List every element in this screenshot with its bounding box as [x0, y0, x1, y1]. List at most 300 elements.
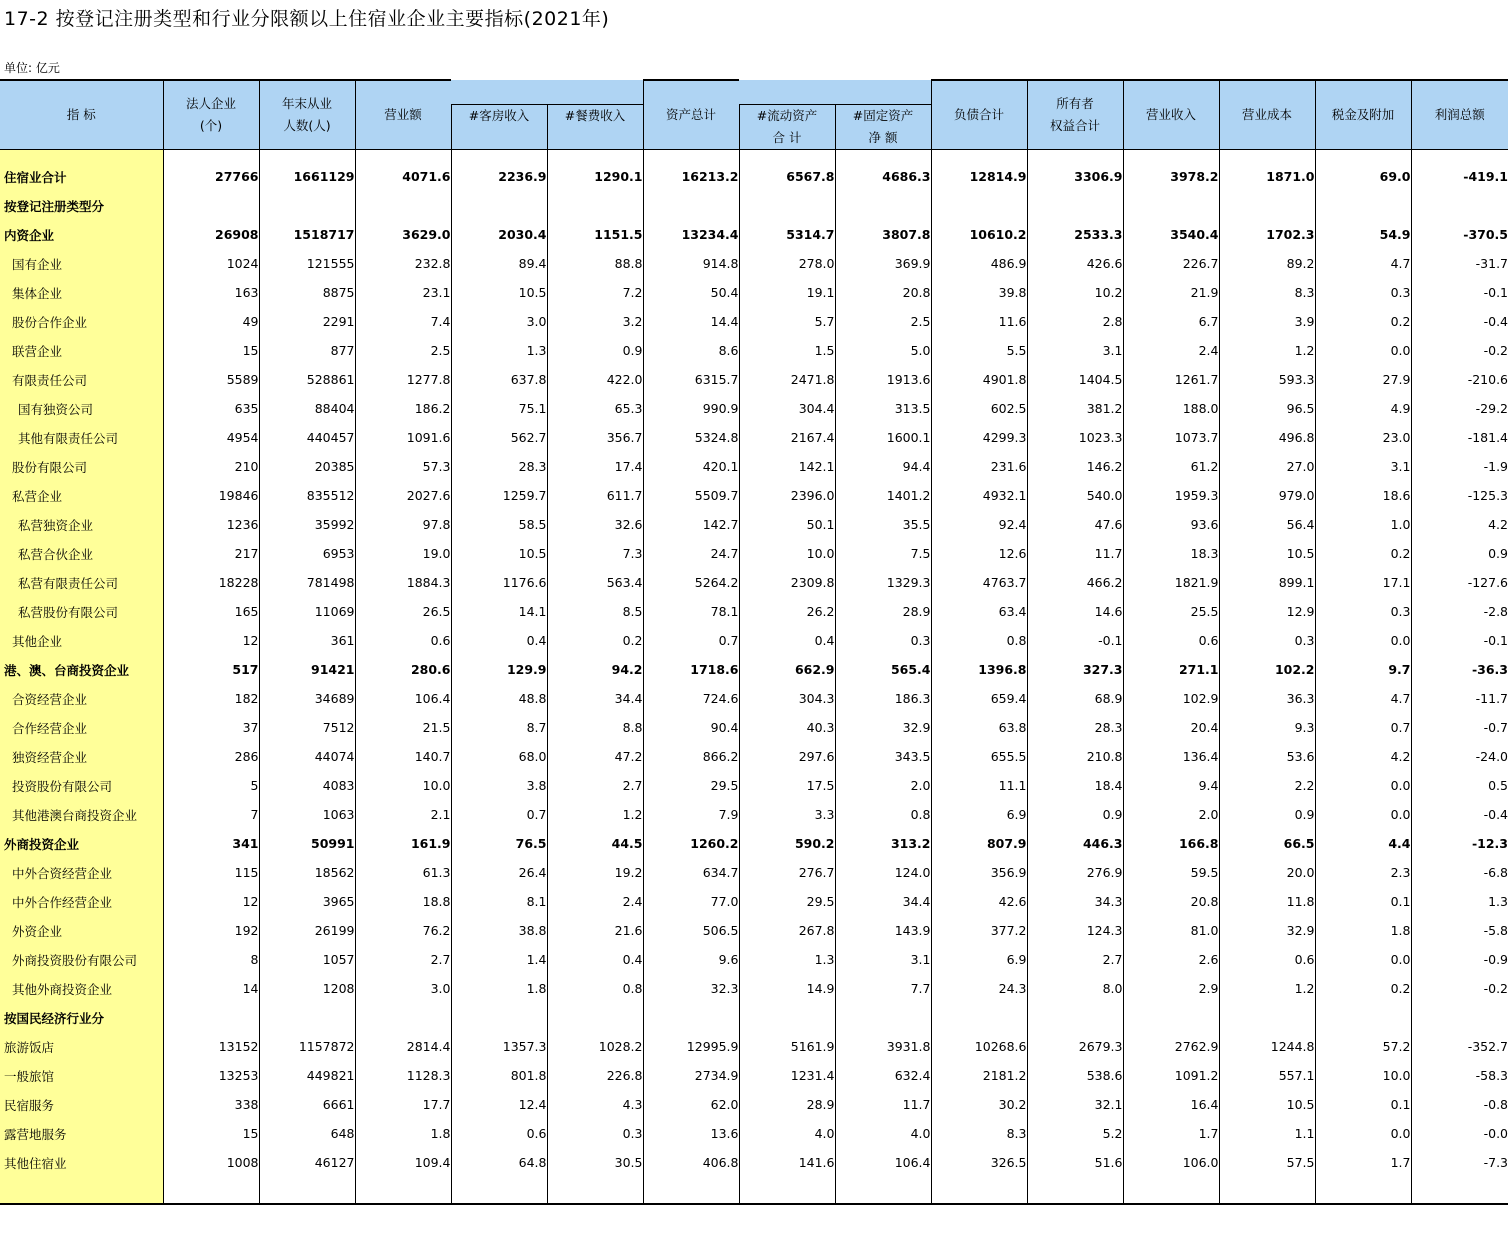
value-cell: 3.1: [1027, 336, 1123, 365]
value-cell: 1.8: [1315, 916, 1411, 945]
value-cell: 26.5: [355, 597, 451, 626]
row-label: 有限责任公司: [0, 365, 163, 394]
value-cell: 4.7: [1315, 684, 1411, 713]
value-cell: [1219, 191, 1315, 220]
value-cell: 54.9: [1315, 220, 1411, 249]
value-cell: 3.2: [547, 307, 643, 336]
row-label: 其他企业: [0, 626, 163, 655]
value-cell: 34689: [259, 684, 355, 713]
value-cell: 51.6: [1027, 1148, 1123, 1177]
value-cell: 1.7: [1315, 1148, 1411, 1177]
value-cell: 1718.6: [643, 655, 739, 684]
value-cell: 593.3: [1219, 365, 1315, 394]
spacer-cell: [1123, 150, 1219, 163]
table-row: [0, 742, 1508, 771]
value-cell: 68.0: [451, 742, 547, 771]
value-cell: 3.8: [451, 771, 547, 800]
value-cell: 142.1: [739, 452, 835, 481]
value-cell: 3931.8: [835, 1032, 931, 1061]
value-cell: 12: [163, 887, 259, 916]
value-cell: 1024: [163, 249, 259, 278]
value-cell: 3.1: [835, 945, 931, 974]
value-cell: 1357.3: [451, 1032, 547, 1061]
row-label: 港、澳、台商投资企业: [0, 655, 163, 684]
value-cell: 6661: [259, 1090, 355, 1119]
table-row: [0, 220, 1508, 249]
value-cell: 3978.2: [1123, 162, 1219, 191]
value-cell: 338: [163, 1090, 259, 1119]
row-label: 股份有限公司: [0, 452, 163, 481]
value-cell: 13152: [163, 1032, 259, 1061]
value-cell: -31.7: [1411, 249, 1508, 278]
spacer-cell: [1411, 150, 1508, 163]
value-cell: 19846: [163, 481, 259, 510]
value-cell: 226.8: [547, 1061, 643, 1090]
value-cell: 979.0: [1219, 481, 1315, 510]
value-cell: 659.4: [931, 684, 1027, 713]
value-cell: 48.8: [451, 684, 547, 713]
value-cell: 420.1: [643, 452, 739, 481]
value-cell: 15: [163, 1119, 259, 1148]
value-cell: 341: [163, 829, 259, 858]
table-row: [0, 800, 1508, 829]
value-cell: 5.2: [1027, 1119, 1123, 1148]
row-label: 集体企业: [0, 278, 163, 307]
row-label: 私营股份有限公司: [0, 597, 163, 626]
value-cell: [451, 1003, 547, 1032]
value-cell: 1236: [163, 510, 259, 539]
header-profit: 利润总额: [1411, 80, 1508, 150]
value-cell: 10.0: [355, 771, 451, 800]
value-cell: 0.9: [1027, 800, 1123, 829]
value-cell: 1821.9: [1123, 568, 1219, 597]
value-cell: 562.7: [451, 423, 547, 452]
value-cell: 46127: [259, 1148, 355, 1177]
spacer-cell: [835, 1177, 931, 1204]
value-cell: 4686.3: [835, 162, 931, 191]
spacer-row: [0, 1177, 1508, 1204]
value-cell: 8: [163, 945, 259, 974]
value-cell: 0.4: [547, 945, 643, 974]
row-label: 外商投资股份有限公司: [0, 945, 163, 974]
value-cell: 37: [163, 713, 259, 742]
table-row: [0, 162, 1508, 191]
value-cell: 36.3: [1219, 684, 1315, 713]
spacer-cell: [547, 1177, 643, 1204]
value-cell: 4.3: [547, 1090, 643, 1119]
value-cell: 276.9: [1027, 858, 1123, 887]
value-cell: 343.5: [835, 742, 931, 771]
table-row: [0, 713, 1508, 742]
header-tax: 税金及附加: [1315, 80, 1411, 150]
spacer-cell: [1315, 150, 1411, 163]
value-cell: 32.9: [835, 713, 931, 742]
value-cell: 34.4: [547, 684, 643, 713]
row-label: 按登记注册类型分: [0, 191, 163, 220]
value-cell: -0.1: [1027, 626, 1123, 655]
value-cell: 186.2: [355, 394, 451, 423]
value-cell: 648: [259, 1119, 355, 1148]
value-cell: -11.7: [1411, 684, 1508, 713]
value-cell: 4954: [163, 423, 259, 452]
value-cell: 313.2: [835, 829, 931, 858]
spacer-cell: [835, 150, 931, 163]
table-row: [0, 365, 1508, 394]
value-cell: 57.5: [1219, 1148, 1315, 1177]
value-cell: 136.4: [1123, 742, 1219, 771]
value-cell: 0.3: [1315, 278, 1411, 307]
value-cell: 1871.0: [1219, 162, 1315, 191]
value-cell: 5.0: [835, 336, 931, 365]
value-cell: 50991: [259, 829, 355, 858]
value-cell: 2.1: [355, 800, 451, 829]
value-cell: 637.8: [451, 365, 547, 394]
table-row: [0, 394, 1508, 423]
value-cell: 1028.2: [547, 1032, 643, 1061]
table-body: [0, 150, 1508, 1205]
value-cell: 92.4: [931, 510, 1027, 539]
value-cell: 58.5: [451, 510, 547, 539]
value-cell: 93.6: [1123, 510, 1219, 539]
value-cell: 8.6: [643, 336, 739, 365]
row-label: 国有企业: [0, 249, 163, 278]
value-cell: 914.8: [643, 249, 739, 278]
value-cell: 40.3: [739, 713, 835, 742]
value-cell: 5314.7: [739, 220, 835, 249]
value-cell: -125.3: [1411, 481, 1508, 510]
table-row: [0, 1003, 1508, 1032]
value-cell: 210.8: [1027, 742, 1123, 771]
header-current-assets: #流动资产 合 计: [739, 105, 835, 150]
value-cell: 2.3: [1315, 858, 1411, 887]
value-cell: 2027.6: [355, 481, 451, 510]
value-cell: 11.6: [931, 307, 1027, 336]
value-cell: 2.9: [1123, 974, 1219, 1003]
value-cell: [739, 1003, 835, 1032]
value-cell: 528861: [259, 365, 355, 394]
value-cell: 781498: [259, 568, 355, 597]
value-cell: 0.5: [1411, 771, 1508, 800]
value-cell: 0.1: [1315, 887, 1411, 916]
table-row: [0, 1061, 1508, 1090]
value-cell: 30.5: [547, 1148, 643, 1177]
value-cell: 12814.9: [931, 162, 1027, 191]
value-cell: 210: [163, 452, 259, 481]
value-cell: 44.5: [547, 829, 643, 858]
row-label: 一般旅馆: [0, 1061, 163, 1090]
value-cell: 5264.2: [643, 568, 739, 597]
value-cell: 1091.6: [355, 423, 451, 452]
value-cell: 2814.4: [355, 1032, 451, 1061]
value-cell: 49: [163, 307, 259, 336]
table-row: [0, 1032, 1508, 1061]
value-cell: 186.3: [835, 684, 931, 713]
row-label: 住宿业合计: [0, 162, 163, 191]
value-cell: 63.8: [931, 713, 1027, 742]
value-cell: 422.0: [547, 365, 643, 394]
value-cell: 8.7: [451, 713, 547, 742]
value-cell: 188.0: [1123, 394, 1219, 423]
value-cell: 9.7: [1315, 655, 1411, 684]
value-cell: 1231.4: [739, 1061, 835, 1090]
value-cell: 10.0: [739, 539, 835, 568]
value-cell: -2.8: [1411, 597, 1508, 626]
value-cell: [1123, 1003, 1219, 1032]
value-cell: 2167.4: [739, 423, 835, 452]
value-cell: 19.1: [739, 278, 835, 307]
value-cell: 10.2: [1027, 278, 1123, 307]
value-cell: 1128.3: [355, 1061, 451, 1090]
value-cell: 0.0: [1315, 771, 1411, 800]
row-label: 国有独资公司: [0, 394, 163, 423]
value-cell: 21.5: [355, 713, 451, 742]
table-row: [0, 249, 1508, 278]
value-cell: [835, 1003, 931, 1032]
value-cell: [355, 1003, 451, 1032]
value-cell: 68.9: [1027, 684, 1123, 713]
value-cell: 5161.9: [739, 1032, 835, 1061]
value-cell: -127.6: [1411, 568, 1508, 597]
value-cell: 4083: [259, 771, 355, 800]
value-cell: 611.7: [547, 481, 643, 510]
spacer-cell: [1411, 1177, 1508, 1204]
value-cell: 3629.0: [355, 220, 451, 249]
value-cell: 1.2: [547, 800, 643, 829]
value-cell: 161.9: [355, 829, 451, 858]
row-label: 中外合资经营企业: [0, 858, 163, 887]
value-cell: 1329.3: [835, 568, 931, 597]
value-cell: 29.5: [739, 887, 835, 916]
value-cell: 18.4: [1027, 771, 1123, 800]
table-row: [0, 1090, 1508, 1119]
value-cell: 4299.3: [931, 423, 1027, 452]
value-cell: -24.0: [1411, 742, 1508, 771]
spacer-cell: [931, 1177, 1027, 1204]
value-cell: 89.4: [451, 249, 547, 278]
value-cell: 557.1: [1219, 1061, 1315, 1090]
row-label: 其他外商投资企业: [0, 974, 163, 1003]
row-label: 内资企业: [0, 220, 163, 249]
value-cell: 13.6: [643, 1119, 739, 1148]
value-cell: 14.9: [739, 974, 835, 1003]
value-cell: 11.7: [835, 1090, 931, 1119]
value-cell: 34.4: [835, 887, 931, 916]
value-cell: 102.2: [1219, 655, 1315, 684]
value-cell: 0.2: [1315, 974, 1411, 1003]
value-cell: 129.9: [451, 655, 547, 684]
table-row: [0, 626, 1508, 655]
value-cell: 8.3: [1219, 278, 1315, 307]
value-cell: 62.0: [643, 1090, 739, 1119]
value-cell: -0.2: [1411, 336, 1508, 365]
value-cell: 1401.2: [835, 481, 931, 510]
value-cell: 1.2: [1219, 974, 1315, 1003]
value-cell: 1244.8: [1219, 1032, 1315, 1061]
value-cell: 21.9: [1123, 278, 1219, 307]
value-cell: -370.5: [1411, 220, 1508, 249]
value-cell: 2309.8: [739, 568, 835, 597]
value-cell: 5.7: [739, 307, 835, 336]
value-cell: 4.7: [1315, 249, 1411, 278]
spacer-cell: [931, 150, 1027, 163]
value-cell: 267.8: [739, 916, 835, 945]
value-cell: 0.9: [1411, 539, 1508, 568]
value-cell: 356.7: [547, 423, 643, 452]
value-cell: 124.0: [835, 858, 931, 887]
value-cell: 0.2: [547, 626, 643, 655]
value-cell: [1027, 1003, 1123, 1032]
value-cell: 76.5: [451, 829, 547, 858]
value-cell: [547, 191, 643, 220]
value-cell: [835, 191, 931, 220]
value-cell: 66.5: [1219, 829, 1315, 858]
value-cell: 19.0: [355, 539, 451, 568]
value-cell: [259, 191, 355, 220]
value-cell: 0.2: [1315, 539, 1411, 568]
table-row: [0, 945, 1508, 974]
value-cell: 1290.1: [547, 162, 643, 191]
table-row: [0, 1119, 1508, 1148]
value-cell: 90.4: [643, 713, 739, 742]
value-cell: 486.9: [931, 249, 1027, 278]
value-cell: 2181.2: [931, 1061, 1027, 1090]
row-label: 独资经营企业: [0, 742, 163, 771]
value-cell: 2396.0: [739, 481, 835, 510]
value-cell: 278.0: [739, 249, 835, 278]
value-cell: 426.6: [1027, 249, 1123, 278]
spacer-cell: [739, 1177, 835, 1204]
value-cell: 18.3: [1123, 539, 1219, 568]
value-cell: 1259.7: [451, 481, 547, 510]
value-cell: [1219, 1003, 1315, 1032]
spacer-cell: [643, 150, 739, 163]
statistics-table: [0, 79, 1508, 1205]
value-cell: 2236.9: [451, 162, 547, 191]
value-cell: 102.9: [1123, 684, 1219, 713]
value-cell: 3540.4: [1123, 220, 1219, 249]
value-cell: 0.4: [451, 626, 547, 655]
value-cell: 226.7: [1123, 249, 1219, 278]
value-cell: 1057: [259, 945, 355, 974]
value-cell: 0.7: [1315, 713, 1411, 742]
value-cell: 4071.6: [355, 162, 451, 191]
table-row: [0, 481, 1508, 510]
value-cell: 2.7: [547, 771, 643, 800]
value-cell: 590.2: [739, 829, 835, 858]
row-label: 其他住宿业: [0, 1148, 163, 1177]
value-cell: 449821: [259, 1061, 355, 1090]
value-cell: 11.8: [1219, 887, 1315, 916]
value-cell: 0.0: [1315, 1119, 1411, 1148]
value-cell: 2.7: [355, 945, 451, 974]
value-cell: 2.0: [835, 771, 931, 800]
row-label: 其他港澳台商投资企业: [0, 800, 163, 829]
row-label: 外商投资企业: [0, 829, 163, 858]
value-cell: 2.7: [1027, 945, 1123, 974]
row-label: 外资企业: [0, 916, 163, 945]
value-cell: 115: [163, 858, 259, 887]
value-cell: 1884.3: [355, 568, 451, 597]
value-cell: 142.7: [643, 510, 739, 539]
value-cell: 88.8: [547, 249, 643, 278]
value-cell: -0.4: [1411, 307, 1508, 336]
value-cell: 6.9: [931, 800, 1027, 829]
value-cell: 26908: [163, 220, 259, 249]
value-cell: 2533.3: [1027, 220, 1123, 249]
value-cell: 369.9: [835, 249, 931, 278]
row-label: 露营地服务: [0, 1119, 163, 1148]
value-cell: 34.3: [1027, 887, 1123, 916]
header-revenue-group: [451, 80, 643, 105]
row-label: 投资股份有限公司: [0, 771, 163, 800]
value-cell: 10.5: [451, 278, 547, 307]
value-cell: 899.1: [1219, 568, 1315, 597]
value-cell: 76.2: [355, 916, 451, 945]
value-cell: 1176.6: [451, 568, 547, 597]
value-cell: 23.0: [1315, 423, 1411, 452]
value-cell: 7.9: [643, 800, 739, 829]
spacer-cell: [451, 1177, 547, 1204]
value-cell: 538.6: [1027, 1061, 1123, 1090]
value-cell: 634.7: [643, 858, 739, 887]
spacer-cell: [355, 1177, 451, 1204]
value-cell: 440457: [259, 423, 355, 452]
value-cell: 17.5: [739, 771, 835, 800]
value-cell: 2030.4: [451, 220, 547, 249]
value-cell: 29.5: [643, 771, 739, 800]
row-label: 股份合作企业: [0, 307, 163, 336]
value-cell: 0.8: [835, 800, 931, 829]
value-cell: 10268.6: [931, 1032, 1027, 1061]
row-label: 其他有限责任公司: [0, 423, 163, 452]
value-cell: 801.8: [451, 1061, 547, 1090]
table-row: [0, 191, 1508, 220]
value-cell: 2734.9: [643, 1061, 739, 1090]
value-cell: 4.0: [739, 1119, 835, 1148]
header-operating-cost: 营业成本: [1219, 80, 1315, 150]
row-label: 私营有限责任公司: [0, 568, 163, 597]
value-cell: 506.5: [643, 916, 739, 945]
value-cell: 20385: [259, 452, 355, 481]
value-cell: 106.4: [835, 1148, 931, 1177]
value-cell: 2.0: [1123, 800, 1219, 829]
value-cell: 39.8: [931, 278, 1027, 307]
value-cell: 0.6: [451, 1119, 547, 1148]
table-row: [0, 916, 1508, 945]
value-cell: 280.6: [355, 655, 451, 684]
value-cell: 77.0: [643, 887, 739, 916]
value-cell: 42.6: [931, 887, 1027, 916]
value-cell: 32.1: [1027, 1090, 1123, 1119]
value-cell: 124.3: [1027, 916, 1123, 945]
value-cell: 12.9: [1219, 597, 1315, 626]
value-cell: 7.5: [835, 539, 931, 568]
value-cell: 232.8: [355, 249, 451, 278]
value-cell: 2.5: [355, 336, 451, 365]
table-row: [0, 771, 1508, 800]
table-row: [0, 278, 1508, 307]
value-cell: 1008: [163, 1148, 259, 1177]
value-cell: [1123, 191, 1219, 220]
value-cell: -29.2: [1411, 394, 1508, 423]
value-cell: 377.2: [931, 916, 1027, 945]
spacer-cell: [0, 150, 163, 163]
table-row: [0, 829, 1508, 858]
value-cell: 4.2: [1411, 510, 1508, 539]
value-cell: 0.8: [931, 626, 1027, 655]
row-label: 合作经营企业: [0, 713, 163, 742]
value-cell: 140.7: [355, 742, 451, 771]
